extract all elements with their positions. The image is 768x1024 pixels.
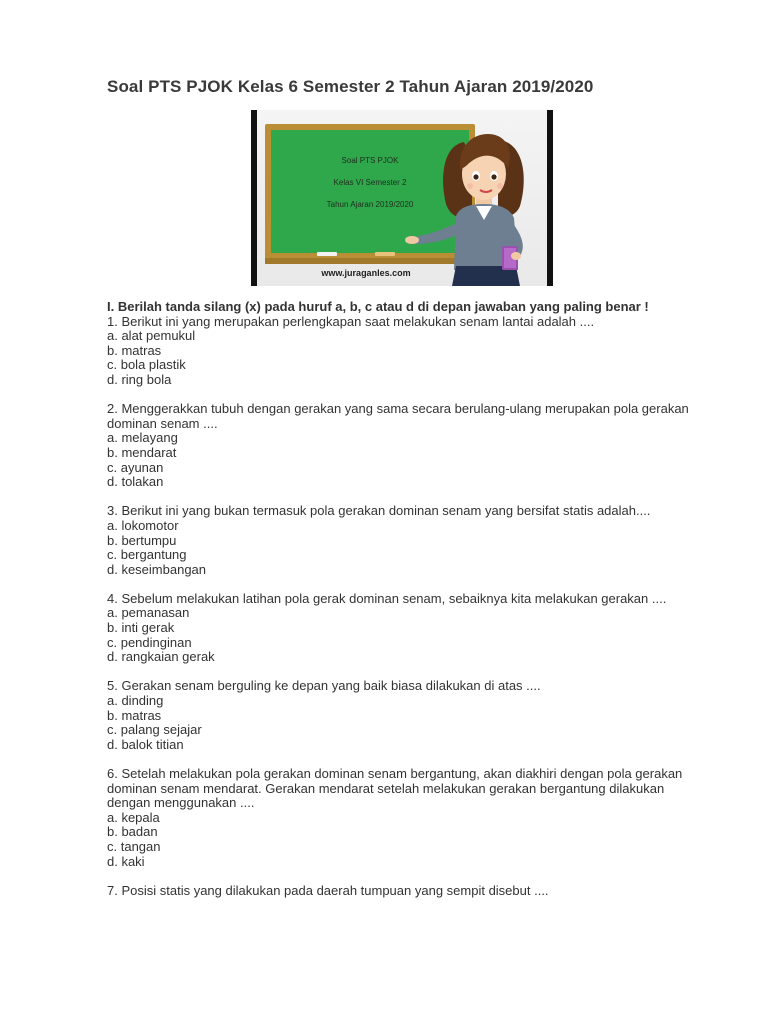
question-list xyxy=(107,315,707,899)
answer-option: a. kepala xyxy=(107,809,160,825)
banner-line-1: Soal PTS PJOK xyxy=(341,156,399,165)
question-block xyxy=(107,592,707,665)
page-title: Soal PTS PJOK Kelas 6 Semester 2 Tahun Ajaran 2019/2020 xyxy=(107,77,594,96)
question-block xyxy=(107,679,707,752)
banner-image xyxy=(251,110,553,286)
banner-line-3: Tahun Ajaran 2019/2020 xyxy=(326,200,414,209)
instruction-text: I. Berilah tanda silang (x) pada huruf a, b, c atau d di depan jawaban yang paling benar ! xyxy=(107,299,649,314)
answer-option: b. bertumpu xyxy=(107,532,177,548)
answer-option: d. balok titian xyxy=(107,736,184,752)
question-block xyxy=(107,504,707,577)
answer-option: b. inti gerak xyxy=(107,620,175,636)
answer-option: d. rangkaian gerak xyxy=(107,649,215,665)
answer-option: b. badan xyxy=(107,824,158,840)
answer-option: c. ayunan xyxy=(107,459,164,475)
answer-option: d. kaki xyxy=(107,853,145,869)
question-text: 5. Gerakan senam berguling ke depan yang baik biasa dilakukan di atas .... xyxy=(107,678,541,694)
answer-option: d. keseimbangan xyxy=(107,561,207,577)
answer-option: a. pemanasan xyxy=(107,605,190,621)
teacher-illustration xyxy=(402,120,552,286)
answer-option: d. tolakan xyxy=(107,474,164,490)
question-section xyxy=(107,300,707,898)
chalk-piece xyxy=(317,252,337,256)
question-block xyxy=(107,884,707,899)
answer-option: c. pendinginan xyxy=(107,634,192,650)
question-text: 4. Sebelum melakukan latihan pola gerak dominan senam, sebaiknya kita melakukan gerakan .... xyxy=(107,590,667,606)
question-text: 2. Menggerakkan tubuh dengan gerakan yang sama secara berulang-ulang merupakan pola gerakan dominan senam .... xyxy=(107,401,689,431)
answer-option: c. palang sejajar xyxy=(107,722,202,738)
question-text: 6. Setelah melakukan pola gerakan dominan senam bergantung, akan diakhiri dengan pola gerakan dominan senam mendarat. Gerakan mendarat setelah melakukan gerakan bergantung dilakukan dengan menggunakan .... xyxy=(107,766,683,811)
answer-option: d. ring bola xyxy=(107,371,172,387)
answer-option: b. matras xyxy=(107,342,162,358)
answer-option: b. matras xyxy=(107,707,162,723)
question-block xyxy=(107,767,707,869)
answer-option: a. alat pemukul xyxy=(107,328,196,344)
answer-option: a. dinding xyxy=(107,693,164,709)
question-block xyxy=(107,315,707,388)
question-text: 1. Berikut ini yang merupakan perlengkapan saat melakukan senam lantai adalah .... xyxy=(107,313,595,329)
answer-option: a. melayang xyxy=(107,430,178,446)
chalk-piece xyxy=(375,252,395,256)
answer-option: a. lokomotor xyxy=(107,517,179,533)
banner-website: www.juraganles.com xyxy=(321,268,411,278)
answer-option: c. tangan xyxy=(107,838,161,854)
question-block xyxy=(107,402,707,490)
question-text: 7. Posisi statis yang dilakukan pada daerah tumpuan yang sempit disebut .... xyxy=(107,882,549,898)
answer-option: c. bergantung xyxy=(107,547,187,563)
banner-line-2: Kelas VI Semester 2 xyxy=(333,178,407,187)
question-text: 3. Berikut ini yang bukan termasuk pola gerakan dominan senam yang bersifat statis adalah.... xyxy=(107,503,651,519)
banner-background xyxy=(257,110,547,286)
answer-option: c. bola plastik xyxy=(107,357,186,373)
answer-option: b. mendarat xyxy=(107,444,177,460)
